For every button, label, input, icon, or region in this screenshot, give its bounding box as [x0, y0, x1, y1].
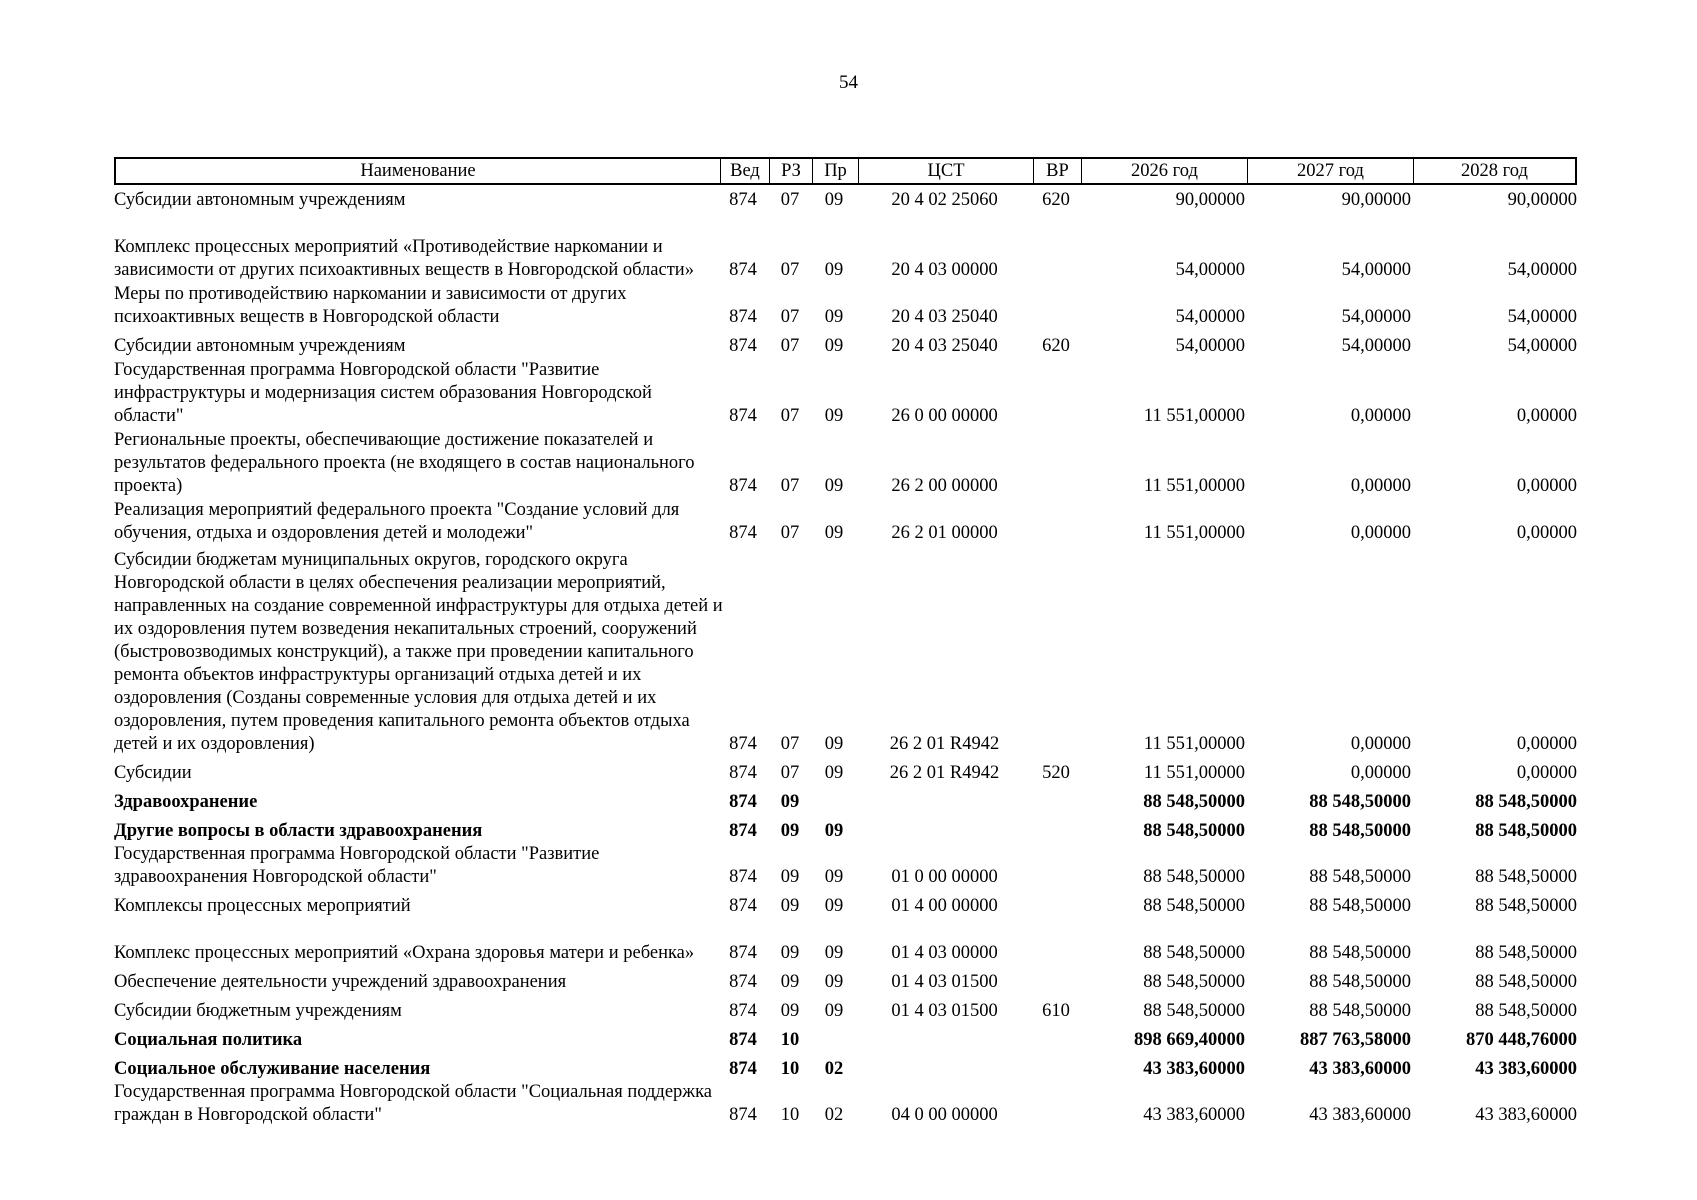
row-2026: 898 669,40000	[1134, 1030, 1245, 1050]
header-cst: ЦСТ	[859, 159, 1034, 183]
row-2027: 54,00000	[1341, 260, 1411, 280]
row-pr: 02	[824, 1059, 844, 1079]
table-row	[114, 971, 1577, 994]
row-ved: 874	[729, 1105, 757, 1125]
row-name: Субсидии бюджетам муниципальных округов, городского округа Новгородской области в целях обеспечения реализации мероприятий, направленных на создание современной инфраструктуры для отдыха детей и их оздоровления путем возведения некапитальных строений, сооружений (быстровозводимых конструкций), а также при проведении капитального ремонта объектов инфраструктуры организаций отдыха детей и их оздоровления (Созданы современные условия для отдыха детей и их оздоровления, путем проведения капитального ремонта объектов отдыха детей и их оздоровления)	[114, 550, 723, 754]
row-cst: 20 4 03 00000	[891, 260, 998, 280]
header-name: Наименование	[116, 159, 721, 183]
table-row	[114, 1000, 1577, 1023]
row-name: Реализация мероприятий федерального проекта "Создание условий для обучения, отдыха и оздоровления детей и молодежи"	[114, 500, 680, 543]
row-2028: 88 548,50000	[1475, 1001, 1577, 1021]
row-cst: 26 2 00 00000	[891, 476, 998, 496]
row-2027: 0,00000	[1350, 734, 1411, 754]
table-row	[114, 918, 1577, 965]
table-row	[114, 762, 1577, 785]
row-ved: 874	[729, 406, 757, 426]
row-name: Здравоохранение	[114, 792, 258, 812]
row-2028: 43 383,60000	[1475, 1105, 1577, 1125]
row-2027: 54,00000	[1341, 307, 1411, 327]
row-rz: 07	[780, 190, 800, 210]
row-rz: 07	[780, 260, 800, 280]
row-ved: 874	[729, 260, 757, 280]
row-2026: 88 548,50000	[1143, 943, 1245, 963]
row-cst: 01 4 03 01500	[891, 1001, 998, 1021]
row-pr: 09	[824, 896, 844, 916]
row-name: Комплекс процессных мероприятий «Противодействие наркомании и зависимости от других психоактивных веществ в Новгородской области»	[114, 237, 694, 280]
row-rz: 07	[780, 763, 800, 783]
row-2028: 54,00000	[1507, 260, 1577, 280]
row-2026: 88 548,50000	[1143, 896, 1245, 916]
row-cst: 20 4 02 25060	[891, 190, 998, 210]
row-cst: 01 0 00 00000	[891, 867, 998, 887]
row-2028: 0,00000	[1516, 734, 1577, 754]
row-2027: 88 548,50000	[1309, 867, 1411, 887]
row-cst: 20 4 03 25040	[891, 307, 998, 327]
row-2026: 11 551,00000	[1143, 763, 1245, 783]
table-header	[114, 157, 1577, 185]
row-2027: 43 383,60000	[1309, 1105, 1411, 1125]
row-2026: 88 548,50000	[1143, 972, 1245, 992]
row-2027: 0,00000	[1350, 476, 1411, 496]
table-row	[114, 189, 1577, 212]
row-2028: 88 548,50000	[1475, 972, 1577, 992]
row-cst: 26 2 01 00000	[891, 523, 998, 543]
row-name: Субсидии автономным учреждениям	[114, 190, 406, 210]
row-pr: 09	[824, 336, 844, 356]
row-pr: 09	[824, 190, 844, 210]
row-ved: 874	[729, 523, 757, 543]
row-2026: 11 551,00000	[1143, 406, 1245, 426]
table-row	[114, 212, 1577, 282]
row-2028: 88 548,50000	[1475, 821, 1577, 841]
row-rz: 09	[780, 972, 800, 992]
row-ved: 874	[729, 1030, 757, 1050]
row-vr: 520	[1042, 763, 1070, 783]
row-2027: 88 548,50000	[1309, 896, 1411, 916]
row-pr: 09	[824, 867, 844, 887]
row-cst: 26 2 01 R4942	[889, 763, 1000, 783]
row-name: Другие вопросы в области здравоохранения	[114, 821, 483, 841]
row-2028: 88 548,50000	[1475, 867, 1577, 887]
table-row	[114, 282, 1577, 329]
row-rz: 09	[780, 1001, 800, 1021]
row-2027: 88 548,50000	[1309, 943, 1411, 963]
row-2027: 88 548,50000	[1309, 792, 1411, 812]
table-row	[114, 358, 1577, 428]
row-ved: 874	[729, 896, 757, 916]
row-pr: 09	[824, 763, 844, 783]
row-cst: 26 0 00 00000	[891, 406, 998, 426]
row-vr: 610	[1042, 1001, 1070, 1021]
row-name: Субсидии автономным учреждениям	[114, 336, 406, 356]
row-ved: 874	[729, 792, 757, 812]
row-cst: 01 4 03 01500	[891, 972, 998, 992]
row-rz: 09	[780, 896, 800, 916]
row-2027: 43 383,60000	[1309, 1059, 1411, 1079]
row-rz: 07	[780, 406, 800, 426]
row-2026: 88 548,50000	[1143, 867, 1245, 887]
header-2026: 2026 год	[1082, 159, 1248, 183]
row-rz: 07	[780, 734, 800, 754]
row-2028: 0,00000	[1516, 476, 1577, 496]
table-row	[114, 820, 1577, 843]
row-rz: 07	[780, 336, 800, 356]
row-ved: 874	[729, 476, 757, 496]
table-row	[114, 428, 1577, 498]
row-pr: 09	[824, 406, 844, 426]
row-ved: 874	[729, 336, 757, 356]
row-name: Государственная программа Новгородской области "Социальная поддержка граждан в Новгородской области"	[114, 1082, 712, 1125]
table-row	[114, 1058, 1577, 1081]
row-2028: 54,00000	[1507, 307, 1577, 327]
row-rz: 07	[780, 476, 800, 496]
row-name: Государственная программа Новгородской области "Развитие здравоохранения Новгородской области"	[114, 844, 600, 887]
row-name: Социальная политика	[114, 1030, 303, 1050]
row-rz: 10	[780, 1030, 800, 1050]
row-pr: 09	[824, 943, 844, 963]
row-2028: 0,00000	[1516, 406, 1577, 426]
row-2028: 90,00000	[1507, 190, 1577, 210]
row-2027: 90,00000	[1341, 190, 1411, 210]
row-name: Субсидии бюджетным учреждениям	[114, 1001, 402, 1021]
row-2026: 54,00000	[1175, 307, 1245, 327]
row-rz: 09	[780, 943, 800, 963]
page-number: 54	[839, 72, 858, 93]
row-ved: 874	[729, 867, 757, 887]
row-name: Государственная программа Новгородской области "Развитие инфраструктуры и модернизация систем образования Новгородской области"	[114, 360, 652, 426]
row-name: Региональные проекты, обеспечивающие достижение показателей и результатов федерального проекта (не входящего в состав национального проекта)	[114, 430, 695, 496]
row-pr: 09	[824, 307, 844, 327]
row-cst: 26 2 01 R4942	[889, 734, 1000, 754]
row-name: Субсидии	[114, 763, 192, 783]
row-pr: 09	[824, 1001, 844, 1021]
row-cst: 01 4 03 00000	[891, 943, 998, 963]
row-2028: 0,00000	[1516, 523, 1577, 543]
table-row	[114, 842, 1577, 889]
row-vr: 620	[1042, 336, 1070, 356]
table-row	[114, 1080, 1577, 1127]
row-2028: 88 548,50000	[1475, 792, 1577, 812]
row-2026: 88 548,50000	[1143, 792, 1245, 812]
table-row	[114, 498, 1577, 545]
header-vr: ВР	[1034, 159, 1082, 183]
header-rz: РЗ	[770, 159, 813, 183]
row-pr: 09	[824, 972, 844, 992]
row-2028: 0,00000	[1516, 763, 1577, 783]
row-2028: 88 548,50000	[1475, 943, 1577, 963]
row-2026: 43 383,60000	[1143, 1059, 1245, 1079]
row-2027: 0,00000	[1350, 406, 1411, 426]
row-ved: 874	[729, 1059, 757, 1079]
row-name: Комплексы процессных мероприятий	[114, 896, 411, 916]
row-cst: 01 4 00 00000	[891, 896, 998, 916]
row-rz: 09	[780, 867, 800, 887]
row-ved: 874	[729, 190, 757, 210]
row-rz: 09	[780, 821, 800, 841]
row-2027: 0,00000	[1350, 523, 1411, 543]
row-2026: 88 548,50000	[1143, 821, 1245, 841]
row-2026: 88 548,50000	[1143, 1001, 1245, 1021]
row-rz: 09	[780, 792, 800, 812]
row-rz: 07	[780, 307, 800, 327]
row-2026: 54,00000	[1175, 260, 1245, 280]
row-ved: 874	[729, 972, 757, 992]
row-pr: 09	[824, 523, 844, 543]
row-2027: 54,00000	[1341, 336, 1411, 356]
row-ved: 874	[729, 763, 757, 783]
row-2026: 11 551,00000	[1143, 734, 1245, 754]
row-pr: 09	[824, 260, 844, 280]
row-2027: 88 548,50000	[1309, 972, 1411, 992]
row-pr: 09	[824, 476, 844, 496]
row-name: Обеспечение деятельности учреждений здравоохранения	[114, 972, 567, 992]
row-ved: 874	[729, 734, 757, 754]
row-pr: 09	[824, 734, 844, 754]
row-2026: 54,00000	[1175, 336, 1245, 356]
row-ved: 874	[729, 943, 757, 963]
row-cst: 20 4 03 25040	[891, 336, 998, 356]
row-2027: 88 548,50000	[1309, 1001, 1411, 1021]
row-ved: 874	[729, 821, 757, 841]
row-2027: 0,00000	[1350, 763, 1411, 783]
row-2026: 43 383,60000	[1143, 1105, 1245, 1125]
row-2028: 43 383,60000	[1475, 1059, 1577, 1079]
row-2026: 90,00000	[1175, 190, 1245, 210]
table-row	[114, 791, 1577, 814]
row-2028: 54,00000	[1507, 336, 1577, 356]
row-rz: 10	[780, 1105, 800, 1125]
row-2026: 11 551,00000	[1143, 523, 1245, 543]
table-row	[114, 1029, 1577, 1052]
table-row	[114, 335, 1577, 358]
header-2027: 2027 год	[1248, 159, 1414, 183]
row-2028: 870 448,76000	[1466, 1030, 1577, 1050]
row-name: Комплекс процессных мероприятий «Охрана здоровья матери и ребенка»	[114, 943, 695, 963]
row-2027: 887 763,58000	[1300, 1030, 1411, 1050]
row-name: Социальное обслуживание населения	[114, 1059, 431, 1079]
row-cst: 04 0 00 00000	[891, 1105, 998, 1125]
row-ved: 874	[729, 307, 757, 327]
row-vr: 620	[1042, 190, 1070, 210]
row-ved: 874	[729, 1001, 757, 1021]
row-2026: 11 551,00000	[1143, 476, 1245, 496]
header-ved: Вед	[721, 159, 770, 183]
table-row	[114, 546, 1577, 756]
row-rz: 10	[780, 1059, 800, 1079]
row-rz: 07	[780, 523, 800, 543]
row-name: Меры по противодействию наркомании и зависимости от других психоактивных веществ в Новгородской области	[114, 284, 627, 327]
header-pr: Пр	[813, 159, 859, 183]
row-2027: 88 548,50000	[1309, 821, 1411, 841]
row-2028: 88 548,50000	[1475, 896, 1577, 916]
row-pr: 02	[824, 1105, 844, 1125]
table-row	[114, 895, 1577, 918]
row-pr: 09	[824, 821, 844, 841]
header-2028: 2028 год	[1461, 161, 1528, 181]
